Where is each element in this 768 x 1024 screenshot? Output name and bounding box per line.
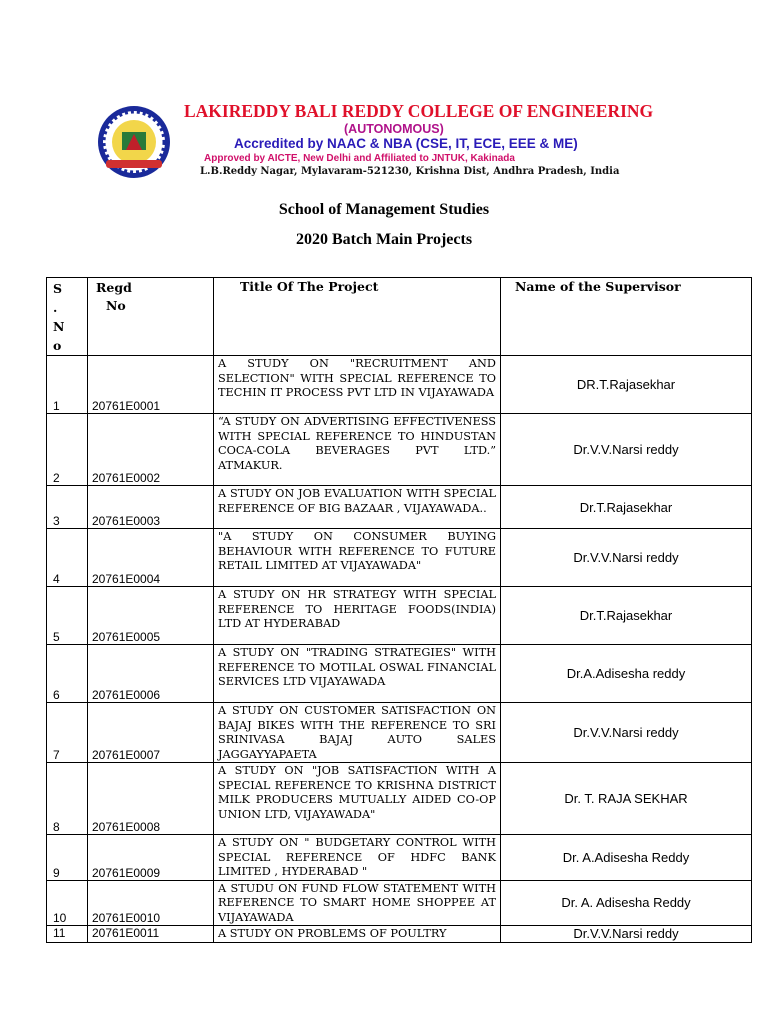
- batch-title: 2020 Batch Main Projects: [295, 231, 473, 248]
- cell-supervisor: Dr.T.Rajasekhar: [501, 486, 752, 529]
- table-row: [47, 587, 752, 645]
- projects-table: [46, 277, 752, 943]
- table-row: [47, 703, 752, 763]
- cell-sno: 3: [47, 486, 88, 529]
- cell-regd: 20761E0007: [88, 703, 214, 763]
- cell-regd: 20761E0011: [88, 926, 214, 943]
- cell-supervisor: DR.T.Rajasekhar: [501, 356, 752, 414]
- cell-title: A STUDY ON " BUDGETARY CONTROL WITH SPECIAL REFERENCE OF HDFC BANK LIMITED , HYDERABAD ": [214, 835, 501, 881]
- cell-regd: 20761E0005: [88, 587, 214, 645]
- cell-title: A STUDU ON FUND FLOW STATEMENT WITH REFERENCE TO SMART HOME SHOPPEE AT VIJAYAWADA: [214, 880, 501, 926]
- table-row: [47, 414, 752, 486]
- cell-sno: 1: [47, 356, 88, 414]
- table-row: [47, 486, 752, 529]
- address-line: L.B.Reddy Nagar, Mylavaram-521230, Krishna Dist, Andhra Pradesh, India: [200, 166, 620, 177]
- cell-sno: 9: [47, 835, 88, 881]
- cell-supervisor: Dr.T.Rajasekhar: [501, 587, 752, 645]
- cell-supervisor: Dr.V.V.Narsi reddy: [501, 529, 752, 587]
- table-row: [47, 763, 752, 835]
- cell-sno: 5: [47, 587, 88, 645]
- cell-sno: 11: [47, 926, 88, 943]
- table-row: [47, 926, 752, 943]
- table-header-row: [47, 278, 752, 356]
- cell-title: A STUDY ON PROBLEMS OF POULTRY: [214, 926, 501, 943]
- college-name: LAKIREDDY BALI REDDY COLLEGE OF ENGINEERING: [184, 101, 654, 121]
- cell-title: A STUDY ON "TRADING STRATEGIES" WITH REFERENCE TO MOTILAL OSWAL FINANCIAL SERVICES LTD VIJAYAWADA: [214, 645, 501, 703]
- cell-regd: 20761E0008: [88, 763, 214, 835]
- cell-title: A STUDY ON CUSTOMER SATISFACTION ON BAJAJ BIKES WITH THE REFERENCE TO SRI SRINIVASA BAJAJ AUTO SALES JAGGAYYAPAETA: [214, 703, 501, 763]
- cell-supervisor: Dr.V.V.Narsi reddy: [501, 926, 752, 943]
- cell-regd: 20761E0004: [88, 529, 214, 587]
- cell-regd: 20761E0009: [88, 835, 214, 881]
- cell-sno: 4: [47, 529, 88, 587]
- table-row: [47, 645, 752, 703]
- cell-regd: 20761E0002: [88, 414, 214, 486]
- cell-sno: 10: [47, 880, 88, 926]
- table-row: [47, 529, 752, 587]
- cell-supervisor: Dr.V.V.Narsi reddy: [501, 414, 752, 486]
- header-title: Title Of The Project: [214, 278, 501, 356]
- cell-sno: 7: [47, 703, 88, 763]
- cell-supervisor: Dr. A. Adisesha Reddy: [501, 880, 752, 926]
- autonomous-label: (AUTONOMOUS): [344, 122, 444, 136]
- cell-supervisor: Dr.A.Adisesha reddy: [501, 645, 752, 703]
- table-row: [47, 356, 752, 414]
- table-row: [47, 835, 752, 881]
- header-sno: S . N o: [47, 278, 88, 356]
- cell-title: “A STUDY ON ADVERTISING EFFECTIVENESS WITH SPECIAL REFERENCE TO HINDUSTAN COCA-COLA BEVERAGES PVT LTD.” ATMAKUR.: [214, 414, 501, 486]
- cell-supervisor: Dr. T. RAJA SEKHAR: [501, 763, 752, 835]
- cell-supervisor: Dr.V.V.Narsi reddy: [501, 703, 752, 763]
- college-logo-icon: [96, 104, 172, 180]
- accreditation-line: Accredited by NAAC & NBA (CSE, IT, ECE, EEE & ME): [234, 136, 578, 151]
- approval-line: Approved by AICTE, New Delhi and Affiliated to JNTUK, Kakinada: [204, 153, 515, 164]
- cell-sno: 6: [47, 645, 88, 703]
- header-regd: Regd No: [88, 278, 214, 356]
- cell-sno: 8: [47, 763, 88, 835]
- cell-title: A STUDY ON "RECRUITMENT AND SELECTION" WITH SPECIAL REFERENCE TO TECHIN IT PROCESS PVT LTD IN VIJAYAWADA: [214, 356, 501, 414]
- cell-regd: 20761E0010: [88, 880, 214, 926]
- cell-regd: 20761E0001: [88, 356, 214, 414]
- cell-regd: 20761E0006: [88, 645, 214, 703]
- cell-title: A STUDY ON JOB EVALUATION WITH SPECIAL REFERENCE OF BIG BAZAAR , VIJAYAWADA..: [214, 486, 501, 529]
- cell-regd: 20761E0003: [88, 486, 214, 529]
- cell-supervisor: Dr. A.Adisesha Reddy: [501, 835, 752, 881]
- header-supervisor: Name of the Supervisor: [501, 278, 752, 356]
- cell-sno: 2: [47, 414, 88, 486]
- letterhead: [96, 100, 676, 180]
- school-title: School of Management Studies: [278, 201, 490, 218]
- cell-title: A STUDY ON HR STRATEGY WITH SPECIAL REFERENCE TO HERITAGE FOODS(INDIA) LTD AT HYDERABAD: [214, 587, 501, 645]
- table-row: [47, 880, 752, 926]
- cell-title: "A STUDY ON CONSUMER BUYING BEHAVIOUR WITH REFERENCE TO FUTURE RETAIL LIMITED AT VIJAYAWADA": [214, 529, 501, 587]
- cell-title: A STUDY ON "JOB SATISFACTION WITH A SPECIAL REFERENCE TO KRISHNA DISTRICT MILK PRODUCERS MUTUALLY AIDED CO-OP UNION LTD, VIJAYAWADA": [214, 763, 501, 835]
